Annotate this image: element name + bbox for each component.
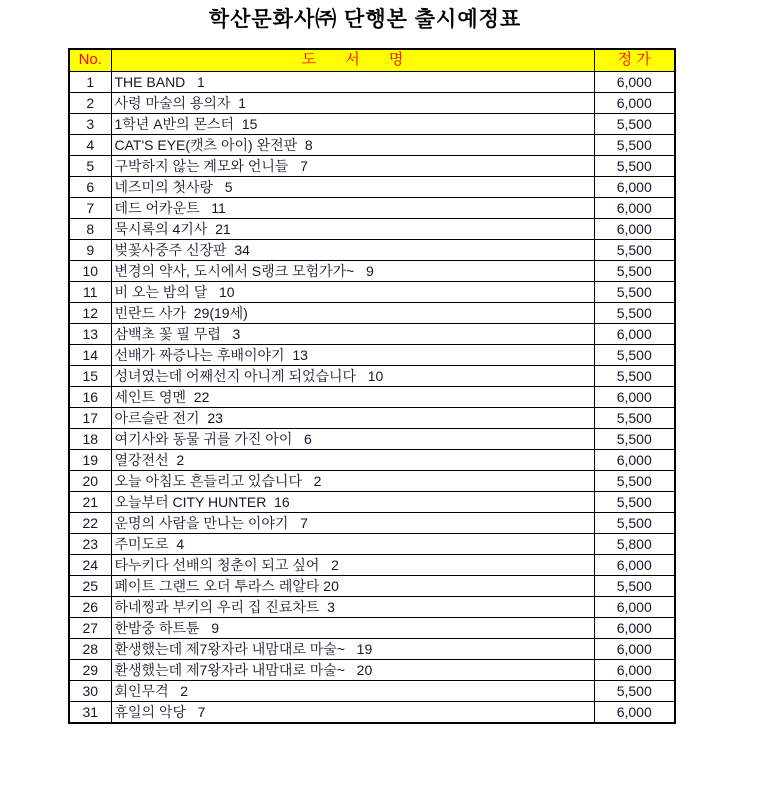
cell-title: 네즈미의 첫사랑 5 xyxy=(111,176,594,197)
cell-no: 30 xyxy=(69,680,111,701)
table-row xyxy=(69,680,675,701)
table-row xyxy=(69,134,675,155)
cell-price: 6,000 xyxy=(594,659,675,680)
table-row xyxy=(69,176,675,197)
table-row xyxy=(69,575,675,596)
table-row xyxy=(69,218,675,239)
cell-title: 1학년 A반의 몬스터 15 xyxy=(111,113,594,134)
table-row xyxy=(69,491,675,512)
cell-no: 28 xyxy=(69,638,111,659)
cell-no: 12 xyxy=(69,302,111,323)
cell-no: 27 xyxy=(69,617,111,638)
cell-price: 6,000 xyxy=(594,323,675,344)
cell-price: 6,000 xyxy=(594,71,675,92)
cell-price: 6,000 xyxy=(594,218,675,239)
cell-no: 9 xyxy=(69,239,111,260)
table-row xyxy=(69,449,675,470)
cell-price: 5,800 xyxy=(594,533,675,554)
cell-title: 환생했는데 제7왕자라 내맘대로 마술~ 19 xyxy=(111,638,594,659)
column-header-price: 정 가 xyxy=(594,49,675,71)
cell-no: 6 xyxy=(69,176,111,197)
cell-title: 페이트 그랜드 오더 투라스 레알타 20 xyxy=(111,575,594,596)
cell-title: 선배가 짜증나는 후배이야기 13 xyxy=(111,344,594,365)
table-row xyxy=(69,470,675,491)
cell-price: 6,000 xyxy=(594,176,675,197)
table-container xyxy=(68,48,676,724)
cell-price: 5,500 xyxy=(594,260,675,281)
page-title: 학산문화사㈜ 단행본 출시예정표 xyxy=(208,8,522,31)
cell-title: 여기사와 동물 귀를 가진 아이 6 xyxy=(111,428,594,449)
cell-no: 24 xyxy=(69,554,111,575)
table-row xyxy=(69,428,675,449)
cell-title: 아르슬란 전기 23 xyxy=(111,407,594,428)
table-header xyxy=(69,49,675,71)
table-row xyxy=(69,701,675,723)
cell-title: 오늘 아침도 흔들리고 있습니다 2 xyxy=(111,470,594,491)
cell-no: 20 xyxy=(69,470,111,491)
table-row xyxy=(69,281,675,302)
column-header-no: No. xyxy=(69,49,111,71)
cell-no: 29 xyxy=(69,659,111,680)
cell-title: 벚꽃사중주 신장판 34 xyxy=(111,239,594,260)
table-row xyxy=(69,596,675,617)
table-row xyxy=(69,113,675,134)
cell-price: 6,000 xyxy=(594,386,675,407)
cell-price: 5,500 xyxy=(594,113,675,134)
cell-title: 사령 마술의 용의자 1 xyxy=(111,92,594,113)
table-row xyxy=(69,638,675,659)
cell-title: 오늘부터 CITY HUNTER 16 xyxy=(111,491,594,512)
cell-title: 삼백초 꽃 필 무렵 3 xyxy=(111,323,594,344)
table-row xyxy=(69,239,675,260)
cell-title: 성녀였는데 어째선지 아니게 되었습니다 10 xyxy=(111,365,594,386)
cell-no: 15 xyxy=(69,365,111,386)
table-row xyxy=(69,323,675,344)
cell-no: 3 xyxy=(69,113,111,134)
cell-title: 변경의 약사, 도시에서 S랭크 모험가가~ 9 xyxy=(111,260,594,281)
cell-no: 18 xyxy=(69,428,111,449)
cell-title: 환생했는데 제7왕자라 내맘대로 마술~ 20 xyxy=(111,659,594,680)
cell-no: 13 xyxy=(69,323,111,344)
table-row xyxy=(69,197,675,218)
cell-title: CAT'S EYE(캣츠 아이) 완전판 8 xyxy=(111,134,594,155)
cell-price: 5,500 xyxy=(594,428,675,449)
cell-title: 휴일의 악당 7 xyxy=(111,701,594,723)
cell-no: 21 xyxy=(69,491,111,512)
cell-price: 5,500 xyxy=(594,680,675,701)
table-row xyxy=(69,407,675,428)
cell-price: 6,000 xyxy=(594,701,675,723)
cell-title: 묵시록의 4기사 21 xyxy=(111,218,594,239)
table-row xyxy=(69,344,675,365)
cell-title: 열강전선 2 xyxy=(111,449,594,470)
column-header-title: 도 서 명 xyxy=(111,49,594,71)
cell-price: 5,500 xyxy=(594,470,675,491)
cell-price: 6,000 xyxy=(594,638,675,659)
table-row xyxy=(69,365,675,386)
cell-price: 5,500 xyxy=(594,155,675,176)
table-row xyxy=(69,71,675,92)
cell-title: THE BAND 1 xyxy=(111,71,594,92)
cell-title: 주미도로 4 xyxy=(111,533,594,554)
header-row xyxy=(69,49,675,71)
table-row xyxy=(69,533,675,554)
cell-no: 16 xyxy=(69,386,111,407)
cell-no: 19 xyxy=(69,449,111,470)
cell-no: 8 xyxy=(69,218,111,239)
cell-no: 1 xyxy=(69,71,111,92)
table-row xyxy=(69,617,675,638)
table-row xyxy=(69,92,675,113)
cell-no: 25 xyxy=(69,575,111,596)
table-row xyxy=(69,512,675,533)
table-row xyxy=(69,386,675,407)
cell-no: 5 xyxy=(69,155,111,176)
cell-no: 14 xyxy=(69,344,111,365)
cell-title: 한밤중 하트튠 9 xyxy=(111,617,594,638)
table-row xyxy=(69,260,675,281)
table-row xyxy=(69,302,675,323)
cell-no: 22 xyxy=(69,512,111,533)
cell-price: 5,500 xyxy=(594,491,675,512)
cell-title: 운명의 사람을 만나는 이야기 7 xyxy=(111,512,594,533)
cell-no: 2 xyxy=(69,92,111,113)
cell-price: 6,000 xyxy=(594,596,675,617)
cell-price: 5,500 xyxy=(594,239,675,260)
cell-title: 빈란드 사가 29(19세) xyxy=(111,302,594,323)
cell-price: 5,500 xyxy=(594,344,675,365)
cell-price: 6,000 xyxy=(594,92,675,113)
cell-price: 5,500 xyxy=(594,512,675,533)
cell-price: 5,500 xyxy=(594,302,675,323)
cell-title: 회인무격 2 xyxy=(111,680,594,701)
release-schedule-table xyxy=(68,48,676,724)
cell-title: 세인트 영멘 22 xyxy=(111,386,594,407)
cell-price: 5,500 xyxy=(594,134,675,155)
cell-title: 구박하지 않는 계모와 언니들 7 xyxy=(111,155,594,176)
cell-no: 11 xyxy=(69,281,111,302)
table-row xyxy=(69,659,675,680)
cell-price: 6,000 xyxy=(594,554,675,575)
cell-no: 23 xyxy=(69,533,111,554)
cell-no: 26 xyxy=(69,596,111,617)
cell-price: 5,500 xyxy=(594,281,675,302)
cell-title: 데드 어카운트 11 xyxy=(111,197,594,218)
cell-no: 17 xyxy=(69,407,111,428)
cell-price: 6,000 xyxy=(594,617,675,638)
cell-no: 4 xyxy=(69,134,111,155)
cell-no: 7 xyxy=(69,197,111,218)
cell-no: 31 xyxy=(69,701,111,723)
cell-price: 5,500 xyxy=(594,407,675,428)
table-body xyxy=(69,71,675,723)
cell-title: 하네찡과 부키의 우리 집 진료차트 3 xyxy=(111,596,594,617)
cell-price: 6,000 xyxy=(594,197,675,218)
cell-price: 5,500 xyxy=(594,365,675,386)
cell-no: 10 xyxy=(69,260,111,281)
cell-price: 6,000 xyxy=(594,449,675,470)
table-row xyxy=(69,554,675,575)
cell-price: 5,500 xyxy=(594,575,675,596)
table-row xyxy=(69,155,675,176)
cell-title: 타누키다 선배의 청춘이 되고 싶어 2 xyxy=(111,554,594,575)
cell-title: 비 오는 밤의 달 10 xyxy=(111,281,594,302)
